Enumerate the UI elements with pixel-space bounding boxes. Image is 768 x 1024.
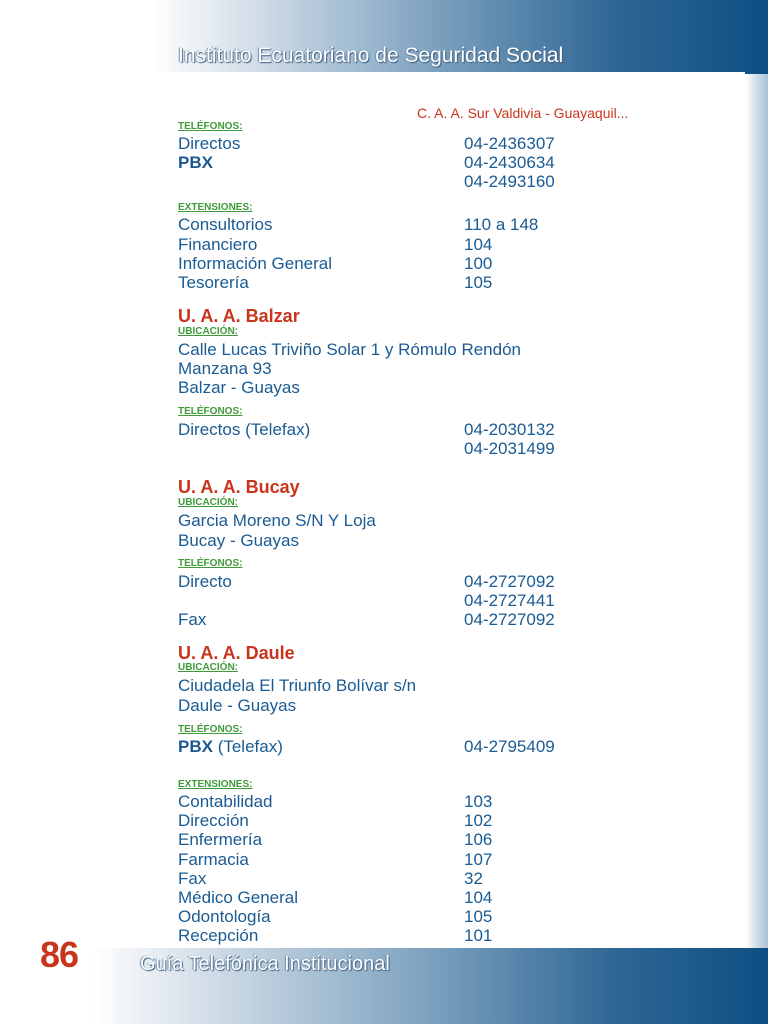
phone-value: 04-2031499 bbox=[464, 439, 555, 458]
directos-value: 04-2436307 bbox=[464, 134, 555, 153]
telefax-suffix: (Telefax) bbox=[212, 737, 283, 756]
extension-value: 105 bbox=[464, 907, 493, 926]
extension-value: 106 bbox=[464, 830, 493, 849]
section-title-daule: U. A. A. Daule bbox=[178, 643, 295, 663]
fax-label: Fax bbox=[178, 610, 207, 629]
pbx-label: PBX bbox=[178, 153, 213, 172]
extension-value: 32 bbox=[464, 869, 483, 888]
pbx-telefax-label bbox=[178, 737, 283, 757]
extension-name: Fax bbox=[178, 869, 207, 888]
extensiones-label: EXTENSIONES: bbox=[178, 202, 253, 213]
phone-value: 04-2727092 bbox=[464, 572, 555, 591]
extension-value: 104 bbox=[464, 235, 493, 254]
extension-value: 110 a 148 bbox=[464, 215, 539, 234]
phone-value: 04-2727441 bbox=[464, 591, 555, 610]
section-title-balzar: U. A. A. Balzar bbox=[178, 306, 300, 326]
pbx-value-2: 04-2493160 bbox=[464, 172, 555, 191]
footer-title: Guía Telefónica Institucional bbox=[140, 953, 390, 975]
extension-name: Recepción bbox=[178, 926, 259, 945]
directos-label: Directos bbox=[178, 134, 241, 153]
extensiones-label: EXTENSIONES: bbox=[178, 779, 253, 790]
extension-name: Odontología bbox=[178, 907, 271, 926]
telefonos-label: TELÉFONOS: bbox=[178, 724, 243, 735]
address-line: Daule - Guayas bbox=[178, 696, 297, 715]
section-title-bucay: U. A. A. Bucay bbox=[178, 477, 300, 497]
pbx-value: 04-2430634 bbox=[464, 153, 555, 172]
phone-label: Directo bbox=[178, 572, 232, 591]
location-title: C. A. A. Sur Valdivia - Guayaquil... bbox=[417, 105, 629, 121]
extension-name: Información General bbox=[178, 254, 333, 273]
phone-label: Directos (Telefax) bbox=[178, 420, 311, 439]
address-line: Bucay - Guayas bbox=[178, 531, 299, 550]
extension-name: Médico General bbox=[178, 888, 299, 907]
telefonos-label: TELÉFONOS: bbox=[178, 558, 243, 569]
address-line: Balzar - Guayas bbox=[178, 378, 300, 397]
extension-value: 104 bbox=[464, 888, 493, 907]
address-line: Manzana 93 bbox=[178, 359, 272, 378]
right-edge-gradient bbox=[746, 74, 768, 950]
header-title: Instituto Ecuatoriano de Seguridad Social bbox=[178, 44, 564, 67]
header-divider bbox=[150, 72, 745, 74]
extension-value: 102 bbox=[464, 811, 493, 830]
extension-name: Tesorería bbox=[178, 273, 249, 292]
extension-name: Consultorios bbox=[178, 215, 273, 234]
extension-name: Financiero bbox=[178, 235, 258, 254]
phone-value: 04-2030132 bbox=[464, 420, 555, 439]
ubicacion-label: UBICACIÓN: bbox=[178, 662, 238, 673]
telefonos-label: TELÉFONOS: bbox=[178, 406, 243, 417]
extension-name: Enfermería bbox=[178, 830, 263, 849]
fax-value: 04-2727092 bbox=[464, 610, 555, 629]
page-number: 86 bbox=[40, 934, 79, 975]
ubicacion-label: UBICACIÓN: bbox=[178, 326, 238, 337]
pbx-label: PBX bbox=[178, 737, 213, 756]
extension-value: 105 bbox=[464, 273, 493, 292]
extension-value: 107 bbox=[464, 850, 493, 869]
address-line: Garcia Moreno S/N Y Loja bbox=[178, 511, 376, 530]
address-line: Calle Lucas Triviño Solar 1 y Rómulo Rendón bbox=[178, 340, 522, 359]
ubicacion-label: UBICACIÓN: bbox=[178, 497, 238, 508]
pbx-value: 04-2795409 bbox=[464, 737, 555, 756]
telefonos-label: TELÉFONOS: bbox=[178, 121, 243, 132]
extension-name: Contabilidad bbox=[178, 792, 273, 811]
extension-name: Dirección bbox=[178, 811, 249, 830]
extension-value: 101 bbox=[464, 926, 493, 945]
extension-name: Farmacia bbox=[178, 850, 249, 869]
extension-value: 100 bbox=[464, 254, 493, 273]
extension-value: 103 bbox=[464, 792, 493, 811]
address-line: Ciudadela El Triunfo Bolívar s/n bbox=[178, 676, 417, 695]
